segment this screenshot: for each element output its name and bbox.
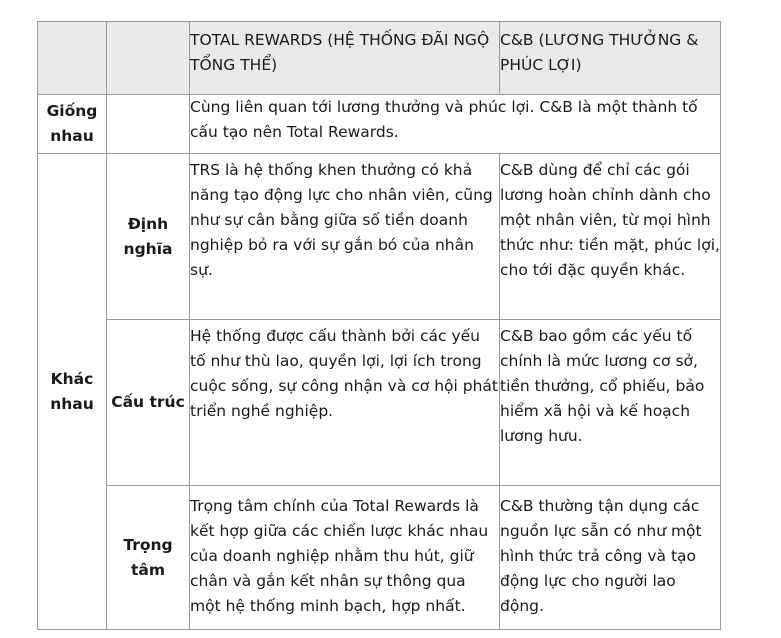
structure-cb: C&B bao gồm các yếu tố chính là mức lương cơ sở, tiền thưởng, cổ phiếu, bảo hiểm xã hội và kế hoạch lương hưu.: [500, 320, 721, 486]
table-row: [38, 486, 721, 630]
similar-label: Giống nhau: [38, 95, 107, 154]
comparison-table: [37, 21, 721, 630]
structure-trs: Hệ thống được cấu thành bởi các yếu tố như thù lao, quyền lợi, lợi ích trong cuộc sống, sự công nhận và cơ hội phát triển nghề nghiệp.: [190, 320, 500, 486]
header-blank-cell-2: [107, 22, 190, 95]
definition-cb: C&B dùng để chỉ các gói lương hoàn chỉnh dành cho một nhân viên, từ mọi hình thức như: tiền mặt, phúc lợi, cho tới đặc quyền khác.: [500, 154, 721, 320]
header-blank-cell-1: [38, 22, 107, 95]
aspect-definition: Định nghĩa: [107, 154, 190, 320]
aspect-structure: Cấu trúc: [107, 320, 190, 486]
header-row: [38, 22, 721, 95]
similar-text: Cùng liên quan tới lương thưởng và phúc lợi. C&B là một thành tố cấu tạo nên Total Rewards.: [190, 95, 721, 154]
header-cb: C&B (LƯƠNG THƯỞNG & PHÚC LỢI): [500, 22, 721, 95]
table-row: [38, 320, 721, 486]
header-total-rewards: TOTAL REWARDS (HỆ THỐNG ĐÃI NGỘ TỔNG THỂ): [190, 22, 500, 95]
focus-trs: Trọng tâm chính của Total Rewards là kết hợp giữa các chiến lược khác nhau của doanh nghiệp nhằm thu hút, giữ chân và gắn kết nhân sự thông qua một hệ thống minh bạch, hợp nhất.: [190, 486, 500, 630]
similar-row: [38, 95, 721, 154]
aspect-focus: Trọng tâm: [107, 486, 190, 630]
focus-cb: C&B thường tận dụng các nguồn lực sẵn có như một hình thức trả công và tạo động lực cho người lao động.: [500, 486, 721, 630]
definition-trs: TRS là hệ thống khen thưởng có khả năng tạo động lực cho nhân viên, cũng như sự cân bằng giữa số tiền doanh nghiệp bỏ ra với sự gắn bó của nhân sự.: [190, 154, 500, 320]
similar-blank-cell: [107, 95, 190, 154]
table-row: [38, 154, 721, 320]
different-label: Khác nhau: [38, 154, 107, 630]
